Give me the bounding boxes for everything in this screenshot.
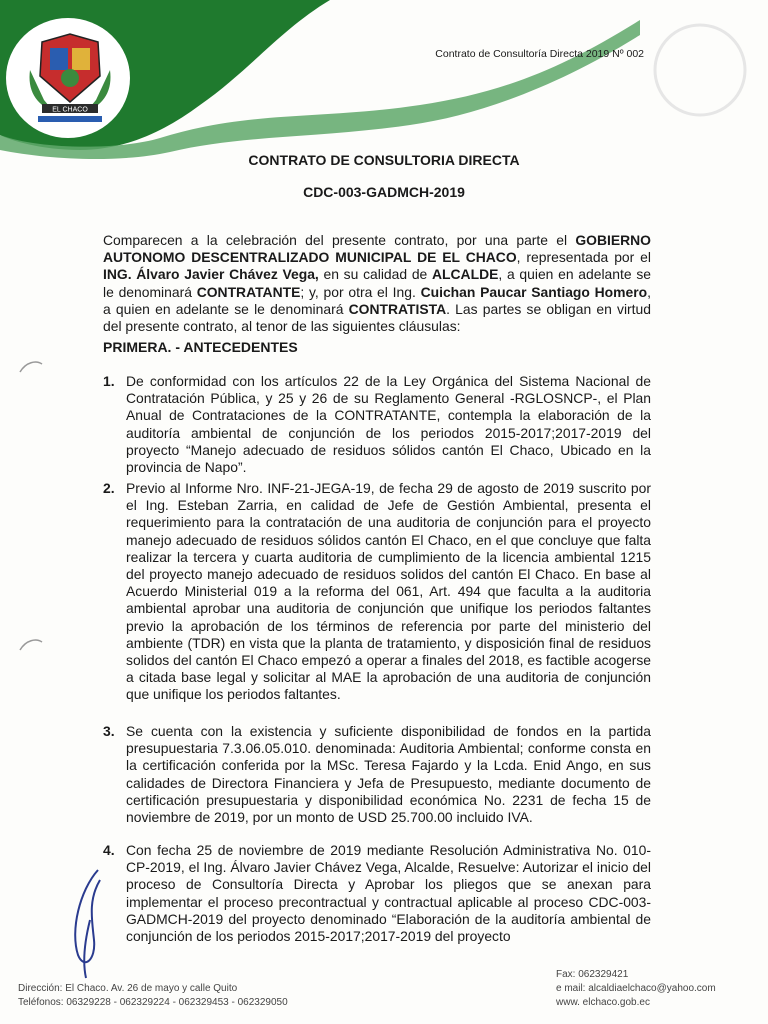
list-item: [103, 723, 651, 826]
contract-reference: Contrato de Consultoría Directa 2019 Nº 002: [435, 48, 644, 60]
item-number: 3.: [103, 723, 115, 739]
item-text: Se cuenta con la existencia y suficiente disponibilidad de fondos en la partida presupuestaria 7.3.06.05.010. denominada: Auditoria Ambiental; conforme consta en la certificación conferida por la MSc. Teresa Fajardo y la Lcda. Enid Ango, en sus calidades de Directora Financiera y Jefa de Presupuesto, mediante documento de certificación presupuestaria y disponibilidad económica No. 2231 de fecha 15 de noviembre de 2019, por un monto de USD 25.700.00 incluido IVA.: [126, 723, 651, 826]
footer-address-block: [18, 982, 288, 1010]
section-heading: PRIMERA. - ANTECEDENTES: [103, 339, 298, 355]
footer-address: Dirección: El Chaco. Av. 26 de mayo y calle Quito: [18, 983, 238, 994]
list-item: [103, 842, 651, 945]
list-item: [103, 480, 651, 704]
item-number: 1.: [103, 373, 115, 389]
document-code: CDC-003-GADMCH-2019: [303, 184, 465, 200]
document-title: CONTRATO DE CONSULTORIA DIRECTA: [248, 152, 520, 168]
item-text: Previo al Informe Nro. INF-21-JEGA-19, de fecha 29 de agosto de 2019 suscrito por el Ing. Esteban Zarria, en calidad de Jefe de Gestión Ambiental, presenta el requerimiento para la contratación de una auditoria de conjunción para el proyecto manejo adecuado de residuos sólidos cantón El Chaco, en el que concluye que falta realizar la tercera y cuarta auditoria de cumplimiento de la licencia ambiental 1215 del proyecto manejo adecuado de residuos solidos del cantón El Chaco. En base al Acuerdo Ministerial 019 a la reforma del 061, Art. 494 que faculta a la auditoria ambiental aprobar una auditoria de conjunción que unifique los periodos faltantes previo la aprobación de los términos de referencia por parte del ministerio del ambiente (TDR) en vista que la planta de tratamiento, y disposición final de residuos solidos del cantón El Chaco empezó a operar a finales del 2018, es factible acogerse a citada base legal y solicitar al MAE la aprobación de una auditoria de conjunción que unifique los periodos faltantes.: [126, 480, 651, 703]
punch-hole-mark: [18, 636, 44, 654]
item-number: 4.: [103, 842, 115, 858]
list-item: [103, 373, 651, 476]
footer-phones: Teléfonos: 06329228 - 062329224 - 062329453 - 062329050: [18, 997, 288, 1008]
intro-paragraph: Comparecen a la celebración del presente contrato, por una parte el GOBIERNO AUTONOMO DESCENTRALIZADO MUNICIPAL DE EL CHACO, representada por el ING. Álvaro Javier Chávez Vega, en su calidad de ALCALDE, a quien en adelante se le denominará CONTRATANTE; y, por otra el Ing. Cuichan Paucar Santiago Homero, a quien en adelante se le denominará CONTRATISTA. Las partes se obligan en virtud del presente contrato, al tenor de las siguientes cláusulas:: [103, 232, 651, 335]
seal-label: EL CHACO: [52, 106, 88, 114]
municipal-seal-logo: [24, 30, 116, 130]
punch-hole-mark: [18, 358, 44, 376]
item-text: De conformidad con los artículos 22 de la Ley Orgánica del Sistema Nacional de Contratación Pública, y 25 y 26 de su Reglamento General -RGLOSNCP-, el Plan Anual de Contrataciones de la CONTRATANTE, contempla la elaboración de la auditoría ambiental de conjunción de los periodos 2015-2017;2017-2019 del proyecto “Manejo adecuado de residuos sólidos cantón El Chaco, Ubicado en la provincia de Napo”.: [126, 373, 651, 476]
footer-website: www. elchaco.gob.ec: [556, 997, 650, 1008]
item-text: Con fecha 25 de noviembre de 2019 mediante Resolución Administrativa No. 010-CP-2019, el Ing. Álvaro Javier Chávez Vega, Alcalde, Resuelve: Autorizar el inicio del proceso de Consultoría Directa y Aprobar los pliegos que se anexan para implementar el proceso precontractual y contractual aplicable al proceso CDC-003-GADMCH-2019 del proyecto denominado “Elaboración de la auditoría ambiental de conjunción de los periodos 2015-2017;2017-2019 del proyecto: [126, 842, 651, 945]
handwritten-signature: [60, 860, 120, 980]
footer-fax: Fax: 062329421: [556, 969, 629, 980]
footer-email: e mail: alcaldiaelchaco@yahoo.com: [556, 983, 716, 994]
footer-contact-block: [556, 968, 716, 1010]
item-number: 2.: [103, 480, 115, 496]
